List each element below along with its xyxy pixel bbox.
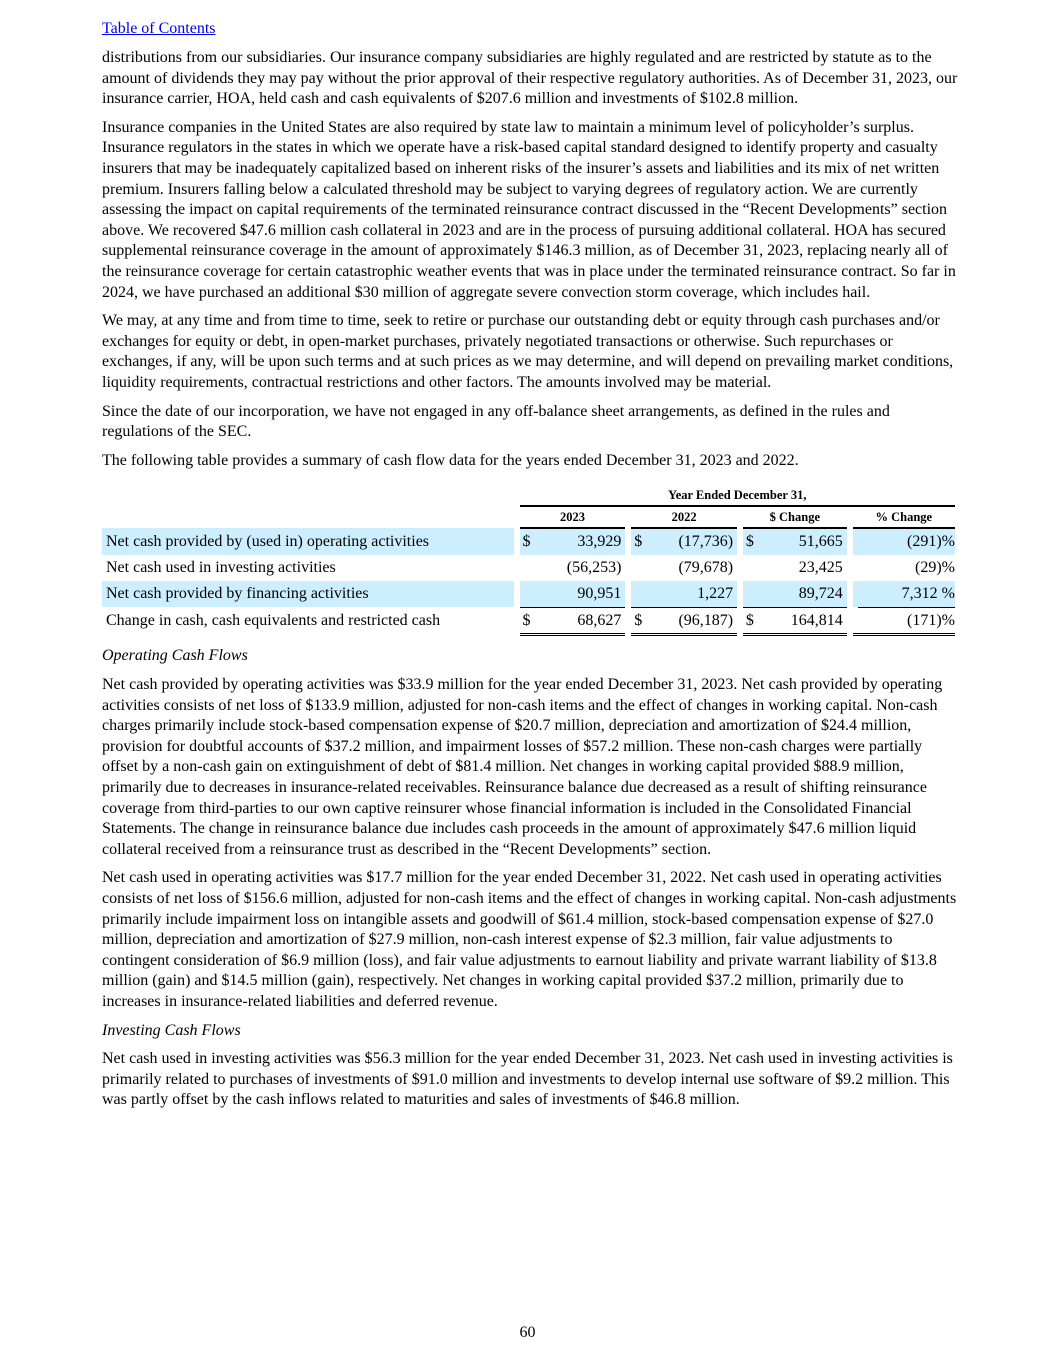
paragraph: Net cash provided by operating activities was $33.9 million for the year ended December 31, 2023. Net cash provided by operating activities consists of net loss of $133.9 million, adjusted for non-cash items and the effect of changes in working capital. Non-cash charges primarily include stock-based compensation expense of $20.7 million, depreciation and amortization of $24.4 million, provision for doubtful accounts of $37.2 million, and impairment losses of $57.2 million. These non-cash charges were partially offset by a non-cash gain on extinguishment of debt of $81.4 million. Net changes in working capital provided $88.9 million, primarily due to decreases in insurance-related receivables. Reinsurance balance due decreased as a result of shifting reinsurance coverage from third-parties to our own captive reinsurer whose financial information is included in the Consolidated Financial Statements. The change in reinsurance balance due includes cash proceeds in the amount of approximately $47.6 million liquid collateral received from a reinsurance trust as described in the “Recent Developments” section. [102, 676, 943, 858]
value-dollar-change: 89,724 [767, 581, 846, 607]
paragraph: distributions from our subsidiaries. Our insurance company subsidiaries are highly regulated and are restricted by statute as to the amount of dividends they may pay without the prior approval of their respective regulatory authorities. As of December 31, 2023, our insurance carrier, HOA, held cash and cash equivalents of $207.6 million and investments of $102.8 million. [102, 49, 958, 108]
currency-symbol [743, 555, 768, 581]
value-2023: 68,627 [544, 607, 625, 635]
currency-symbol [631, 581, 656, 607]
value-2023: 33,929 [544, 528, 625, 555]
row-label: Net cash used in investing activities [106, 558, 336, 576]
group-header: Year Ended December 31, [520, 485, 955, 506]
row-label: Net cash provided by (used in) operating activities [102, 528, 514, 555]
column-header: % Change [853, 506, 955, 528]
currency-symbol: $ [743, 528, 768, 555]
table-row [102, 555, 955, 581]
value-2022: (79,678) [678, 558, 734, 576]
table-row [102, 528, 955, 555]
currency-symbol: $ [631, 528, 656, 555]
currency-symbol: $ [520, 607, 545, 635]
paragraph: Since the date of our incorporation, we have not engaged in any off-balance sheet arrangements, as defined in the rules and regulations of the SEC. [102, 402, 890, 441]
value-dollar-change: 51,665 [767, 528, 846, 555]
paragraph: Net cash used in operating activities was $17.7 million for the year ended December 31, 2022. Net cash used in operating activities consists of net loss of $156.6 million, adjusted for non-cash items and the effect of changes in working capital. Non-cash adjustments primarily include impairment loss on intangible assets and goodwill of $61.4 million, stock-based compensation expense of $27.0 million, depreciation and amortization of $27.9 million, non-cash interest expense of $2.3 million, fair value adjustments to contingent consideration of $6.9 million (loss), and fair value adjustments to earnout liability and private warrant liability of $13.8 million (gain) and $14.5 million (gain), respectively. Net changes in working capital provided $37.2 million, primarily due to increases in insurance-related liabilities and deferred revenue. [102, 869, 957, 1010]
value-2023: (56,253) [566, 558, 622, 576]
column-header: 2023 [520, 506, 626, 528]
table-of-contents-link[interactable]: Table of Contents [102, 20, 216, 37]
currency-symbol: $ [631, 607, 656, 635]
value-percent-change: (171)% [858, 607, 955, 635]
currency-symbol [520, 581, 545, 607]
currency-symbol: $ [520, 528, 545, 555]
page-number: 60 [519, 1324, 536, 1341]
cash-flow-table [102, 485, 955, 636]
table-row [102, 607, 955, 635]
row-label: Net cash provided by financing activities [102, 581, 514, 607]
value-dollar-change: 23,425 [798, 558, 843, 576]
currency-symbol: $ [743, 607, 768, 635]
section-heading: Operating Cash Flows [102, 647, 248, 665]
currency-symbol [631, 555, 656, 581]
document-body [102, 48, 958, 1119]
value-2022: (17,736) [656, 528, 737, 555]
column-header: 2022 [631, 506, 737, 528]
value-2022: (96,187) [656, 607, 737, 635]
value-percent-change: (29)% [915, 558, 955, 576]
paragraph: The following table provides a summary of cash flow data for the years ended December 31, 2023 and 2022. [102, 451, 799, 469]
value-2023: 90,951 [544, 581, 625, 607]
currency-symbol [520, 555, 545, 581]
column-header: $ Change [743, 506, 847, 528]
paragraph: Insurance companies in the United States are also required by state law to maintain a minimum level of policyholder’s surplus. Insurance regulators in the states in which we operate have a risk-based capital standard designed to identify property and casualty insurers that may be inadequately capitalized based on inherent risks of the insurer’s assets and liabilities and its mix of net written premium. Insurers falling below a calculated threshold may be subject to varying degrees of regulatory action. We are currently assessing the impact on capital requirements of the terminated reinsurance contract discussed in the “Recent Developments” section above. We recovered $47.6 million cash collateral in 2023 and are in the process of pursuing additional collateral. HOA has secured supplemental reinsurance coverage in the amount of approximately $146.3 million, as of December 31, 2023, replacing nearly all of the reinsurance coverage for certain catastrophic weather events that was in place under the terminated reinsurance contract. So far in 2024, we have purchased an additional $30 million of aggregate severe convection storm coverage, which includes hail. [102, 118, 956, 301]
value-2022: 1,227 [656, 581, 737, 607]
section-heading: Investing Cash Flows [102, 1021, 241, 1039]
value-dollar-change: 164,814 [767, 607, 846, 635]
row-label: Change in cash, cash equivalents and restricted cash [106, 612, 441, 630]
table-row [102, 581, 955, 607]
currency-symbol [743, 581, 768, 607]
value-percent-change: (291)% [858, 528, 955, 555]
value-percent-change: 7,312 % [858, 581, 955, 607]
paragraph: Net cash used in investing activities was $56.3 million for the year ended December 31, 2023. Net cash used in investing activities is primarily related to purchases of investments of $91.0 million and investments to develop internal use software of $9.2 million. This was partly offset by the cash inflows related to maturities and sales of investments of $46.8 million. [102, 1050, 953, 1109]
paragraph: We may, at any time and from time to time, seek to retire or purchase our outstanding debt or equity through cash purchases and/or exchanges for equity or debt, in open-market purchases, privately negotiated transactions or otherwise. Such repurchases or exchanges, if any, will be upon such terms and at such prices as we may determine, and will depend on prevailing market conditions, liquidity requirements, contractual restrictions and other factors. The amounts involved may be material. [102, 312, 954, 391]
